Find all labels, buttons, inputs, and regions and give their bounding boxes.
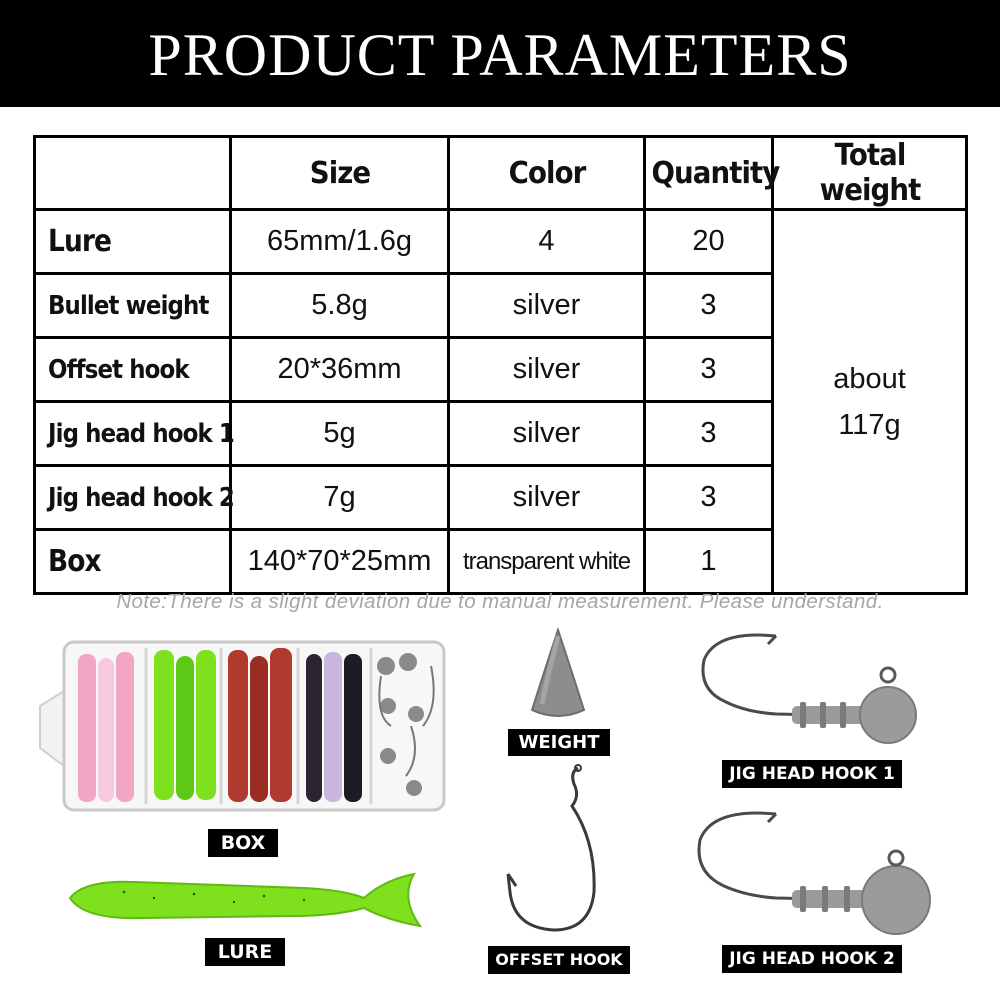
lure-image [64, 868, 426, 932]
total-weight-cell [773, 210, 967, 594]
color-cell: silver [449, 338, 645, 402]
size-cell: 20*36mm [231, 338, 449, 402]
column-header-total-weight: Total weight [780, 137, 958, 210]
quantity-cell: 1 [645, 530, 773, 594]
quantity-cell: 3 [645, 338, 773, 402]
color-cell: silver [449, 466, 645, 530]
offset-hook-label: OFFSET HOOK [488, 946, 630, 974]
size-cell: 5.8g [231, 274, 449, 338]
color-cell: silver [449, 402, 645, 466]
jig-head-hook-1-label: JIG HEAD HOOK 1 [722, 760, 902, 788]
row-label: Jig head hook 1 [35, 402, 231, 466]
row-label: Box [35, 530, 231, 594]
row-label: Offset hook [35, 338, 231, 402]
quantity-cell: 3 [645, 274, 773, 338]
row-label: Bullet weight [35, 274, 231, 338]
quantity-cell: 3 [645, 402, 773, 466]
size-cell: 5g [231, 402, 449, 466]
column-header-empty [42, 137, 222, 210]
color-cell: silver [449, 274, 645, 338]
color-cell: 4 [449, 210, 645, 274]
total-weight-line-1: about [833, 362, 906, 395]
offset-hook-image [500, 762, 610, 938]
header-banner [0, 0, 1000, 107]
bullet-weight-image [526, 626, 590, 722]
tackle-box-image [36, 636, 450, 816]
quantity-cell: 3 [645, 466, 773, 530]
weight-label: WEIGHT [508, 729, 610, 756]
row-label: Jig head hook 2 [35, 466, 231, 530]
column-header-color: Color [456, 137, 636, 210]
color-cell: transparent white [449, 530, 645, 594]
quantity-cell: 20 [645, 210, 773, 274]
jig-head-hook-2-image [692, 808, 938, 946]
box-label: BOX [208, 829, 278, 857]
table-header-row [35, 137, 967, 210]
table-row [35, 210, 967, 274]
measurement-note: Note:There is a slight deviation due to manual measurement. Please understand. [116, 590, 884, 613]
size-cell: 140*70*25mm [231, 530, 449, 594]
jig-head-hook-1-image [696, 630, 926, 756]
total-weight-line-2: 117g [838, 408, 901, 441]
size-cell: 7g [231, 466, 449, 530]
column-header-quantity: Quantity [650, 137, 768, 210]
jig-head-hook-2-label: JIG HEAD HOOK 2 [722, 945, 902, 973]
page-title: PRODUCT PARAMETERS [148, 22, 852, 88]
lure-label: LURE [205, 938, 285, 966]
size-cell: 65mm/1.6g [231, 210, 449, 274]
parameters-table [33, 135, 968, 595]
row-label: Lure [35, 210, 231, 274]
column-header-size: Size [239, 137, 440, 210]
